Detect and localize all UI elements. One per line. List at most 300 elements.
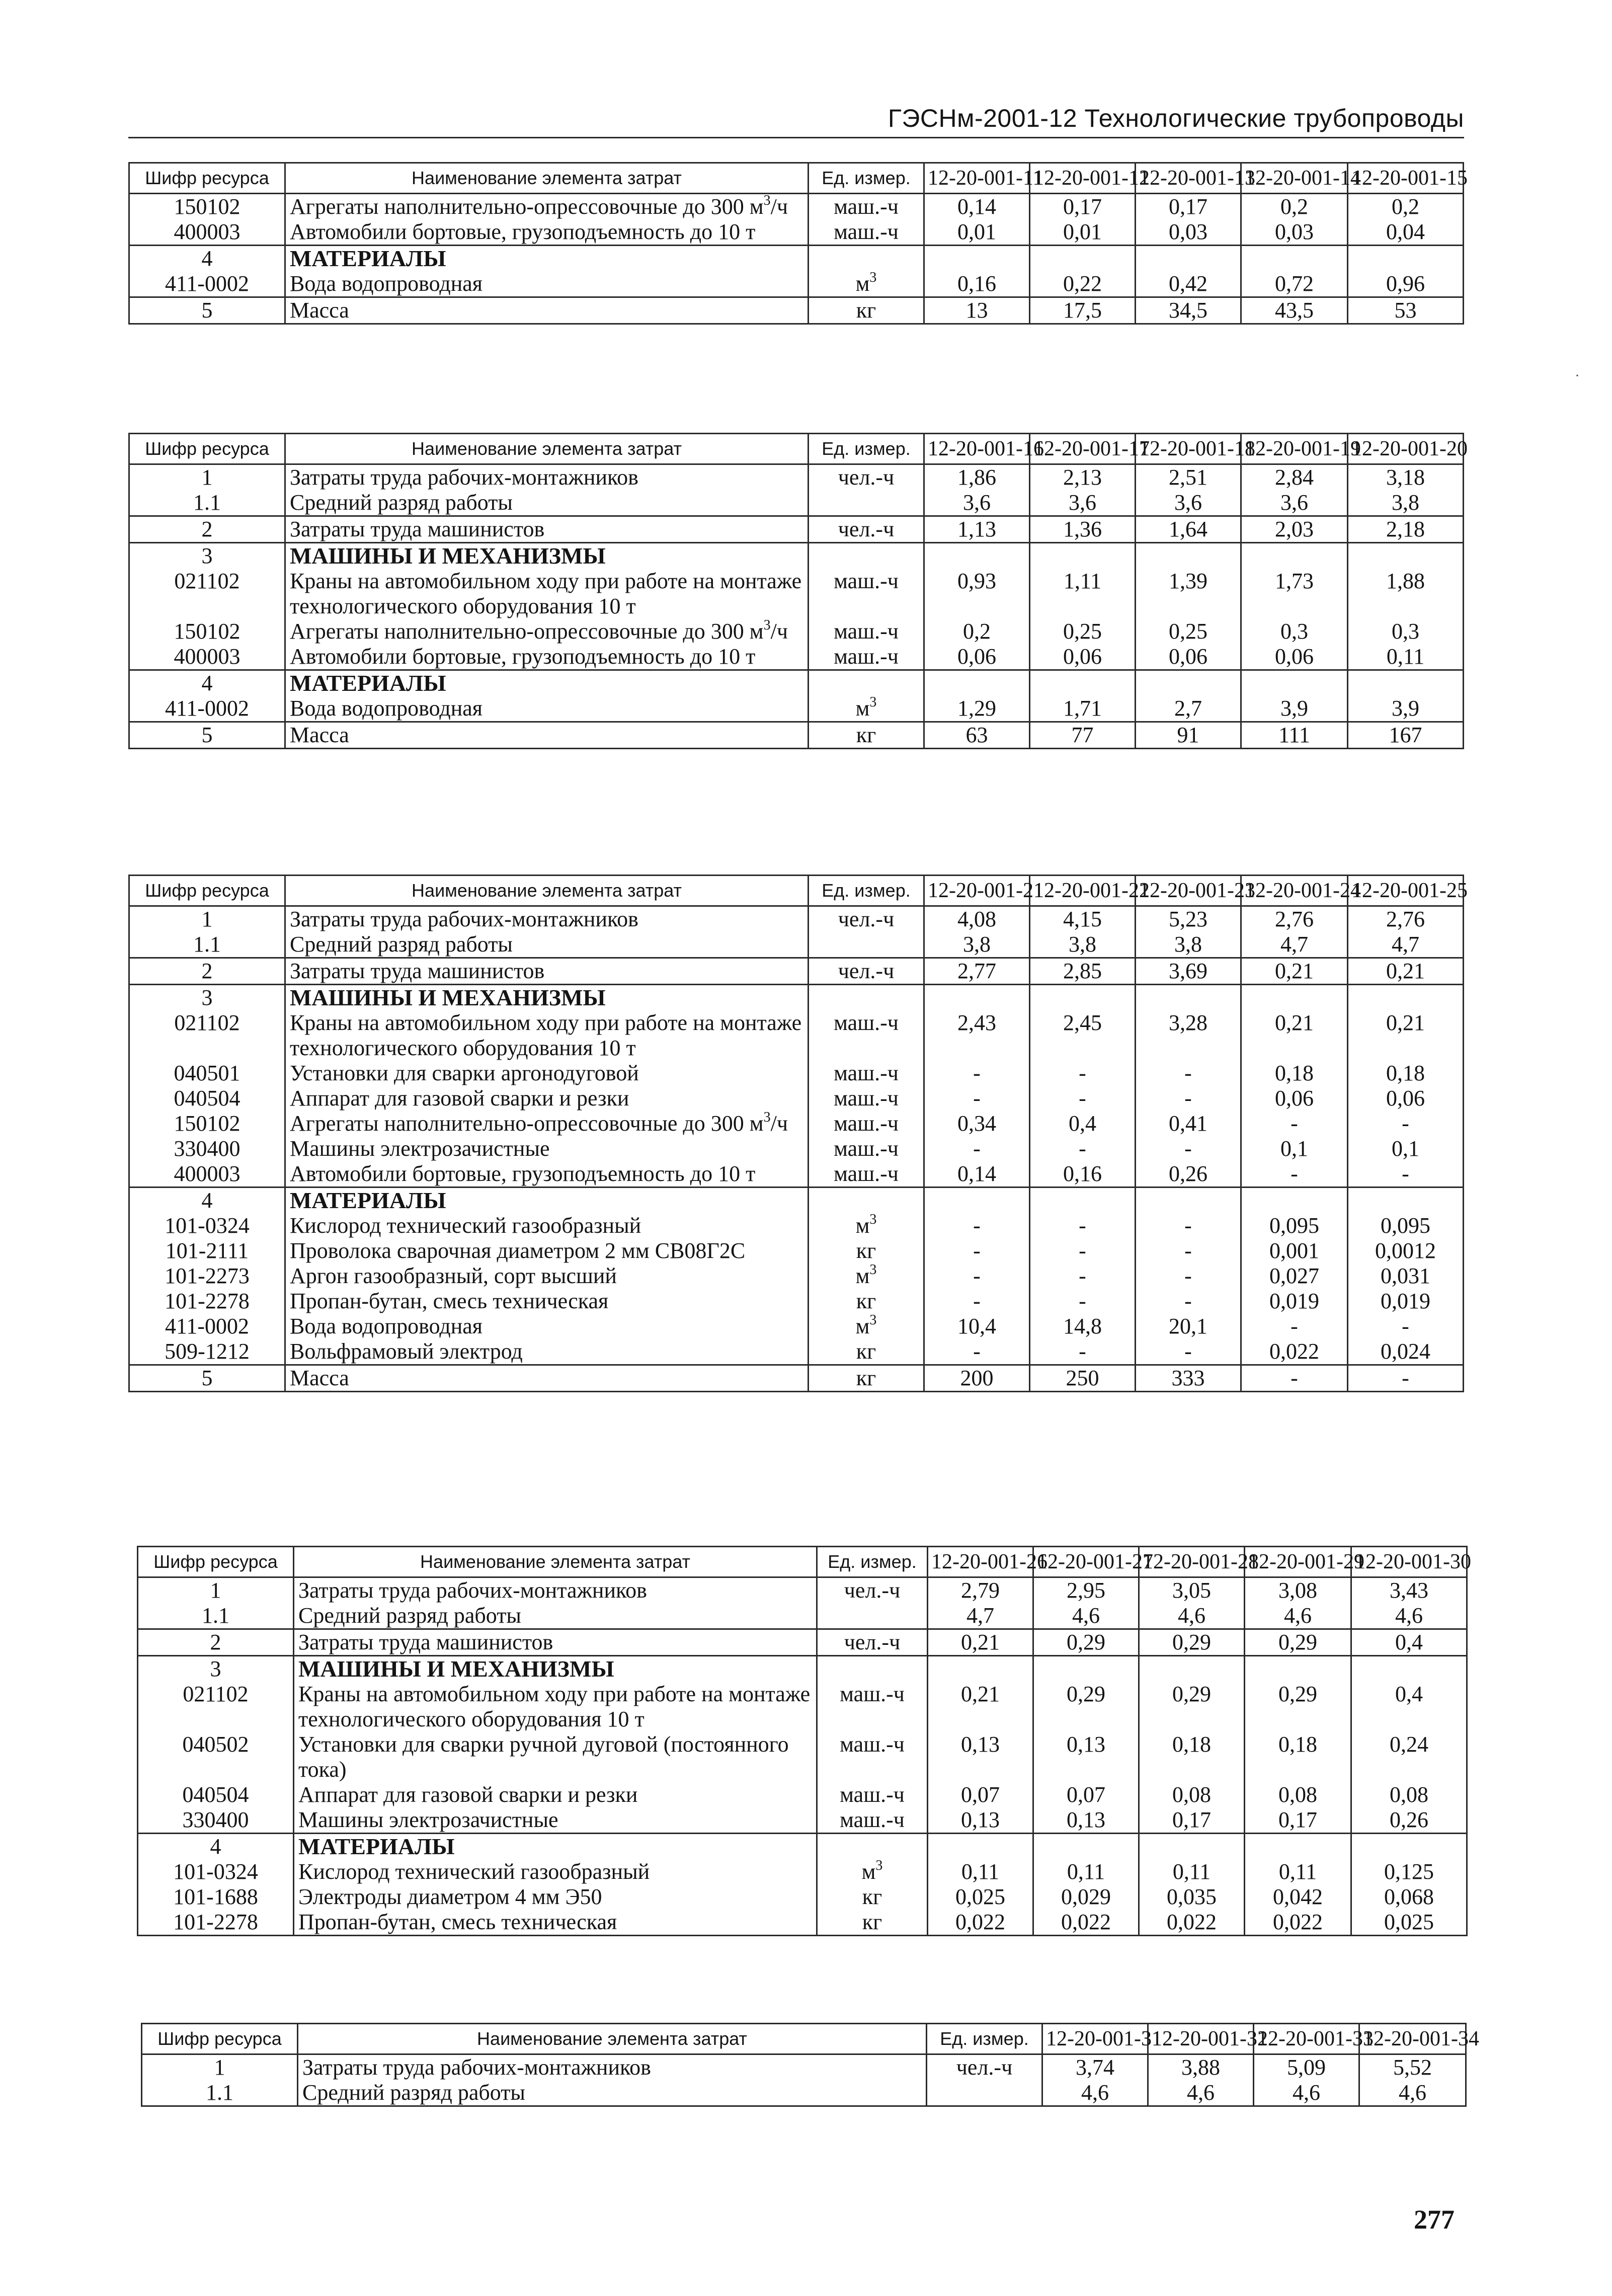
resource-name: Затраты труда рабочих-монтажников: [298, 2054, 927, 2081]
resource-value: 2,76: [1241, 906, 1348, 932]
resource-value: 4,7: [1241, 932, 1348, 958]
resource-name: Вода водопроводная: [285, 696, 809, 722]
resource-table: [141, 2023, 1479, 2107]
resource-value: 2,51: [1136, 464, 1241, 491]
resource-unit: кг: [809, 722, 924, 749]
resource-value: 3,74: [1042, 2054, 1148, 2081]
resource-value: 91: [1136, 722, 1241, 749]
section-row: [129, 246, 1464, 272]
resource-name: Установки для сварки аргонодуговой: [285, 1061, 809, 1086]
resource-value: 0,17: [1139, 1807, 1245, 1834]
resource-value: 3,8: [1136, 932, 1241, 958]
resource-value: -: [1136, 1263, 1241, 1289]
resource-value: -: [924, 1061, 1030, 1086]
resource-value: 0,4: [1351, 1682, 1467, 1732]
resource-value: 0,001: [1241, 1238, 1348, 1263]
resource-name: Аппарат для газовой сварки и резки: [285, 1086, 809, 1111]
resource-value: 1,73: [1241, 569, 1348, 619]
resource-unit: кг: [817, 1910, 928, 1936]
resource-unit: кг: [809, 297, 924, 324]
resource-code: 4: [129, 246, 285, 272]
resource-code: 150102: [129, 1111, 285, 1136]
resource-name: Средний разряд работы: [285, 932, 809, 958]
scan-mark: ·: [1575, 367, 1580, 384]
resource-value: -: [1348, 1314, 1464, 1339]
resource-unit: чел.-ч: [809, 906, 924, 932]
resource-name: Установки для сварки ручной дуговой (постоянного тока): [294, 1732, 817, 1782]
resource-name: Электроды диаметром 4 мм Э50: [294, 1884, 817, 1910]
resource-unit: маш.-ч: [809, 1136, 924, 1161]
resource-value: -: [924, 1289, 1030, 1314]
header-name: Наименование элемента затрат: [298, 2024, 927, 2054]
resource-unit: $м^3$: [817, 1859, 928, 1884]
header-name: Наименование элемента затрат: [285, 876, 809, 906]
header-row: [138, 1547, 1467, 1577]
resource-unit: [809, 246, 924, 272]
resource-unit: [817, 1603, 928, 1629]
resource-code: 400003: [129, 644, 285, 670]
table-row: [138, 1629, 1467, 1656]
table-row: [129, 1339, 1464, 1365]
resource-unit: чел.-ч: [817, 1577, 928, 1604]
header-unit: Ед. измер.: [809, 163, 924, 194]
resource-value: 0,26: [1136, 1161, 1241, 1187]
header-rate-code: 12-20-001-25: [1348, 876, 1464, 906]
resource-value: [1348, 670, 1464, 696]
resource-value: 0,3: [1348, 619, 1464, 644]
resource-name: Вода водопроводная: [285, 1314, 809, 1339]
resource-code: 400003: [129, 219, 285, 246]
resource-value: 5,23: [1136, 906, 1241, 932]
table-row: [138, 1682, 1467, 1732]
table-row: [129, 1238, 1464, 1263]
resource-unit: маш.-ч: [817, 1682, 928, 1732]
resource-value: 0,11: [1139, 1859, 1245, 1884]
resource-value: 0,14: [924, 1161, 1030, 1187]
resource-unit: маш.-ч: [809, 644, 924, 670]
resource-name: МАТЕРИАЛЫ: [285, 1187, 809, 1214]
resource-value: 0,08: [1139, 1782, 1245, 1807]
resource-name: Краны на автомобильном ходу при работе на монтаже технологического оборудования 10 т: [285, 569, 809, 619]
resource-value: 20,1: [1136, 1314, 1241, 1339]
header-row: [129, 876, 1464, 906]
resource-value: 0,029: [1033, 1884, 1139, 1910]
resource-code: 040504: [129, 1086, 285, 1111]
resource-value: 0,06: [1348, 1086, 1464, 1111]
resource-code: 5: [129, 722, 285, 749]
table-row: [129, 722, 1464, 749]
resource-name: Масса: [285, 297, 809, 324]
section-row: [129, 1187, 1464, 1214]
resource-code: 2: [129, 958, 285, 985]
header-code: Шифр ресурса: [129, 434, 285, 464]
resource-name: МАШИНЫ И МЕХАНИЗМЫ: [294, 1656, 817, 1682]
resource-unit: маш.-ч: [809, 1161, 924, 1187]
resource-value: 0,08: [1245, 1782, 1351, 1807]
resource-code: 5: [129, 1365, 285, 1392]
resource-name: МАШИНЫ И МЕХАНИЗМЫ: [285, 543, 809, 569]
resource-value: -: [1348, 1111, 1464, 1136]
resource-value: [1245, 1656, 1351, 1682]
header-rate-code: 12-20-001-16: [924, 434, 1030, 464]
resource-code: 101-2278: [138, 1910, 294, 1936]
resource-code: 4: [138, 1834, 294, 1860]
resource-value: [924, 985, 1030, 1011]
resource-code: 040504: [138, 1782, 294, 1807]
resource-value: [1033, 1834, 1139, 1860]
resource-code: 021102: [138, 1682, 294, 1732]
table-row: [138, 1807, 1467, 1834]
resource-value: 0,125: [1351, 1859, 1467, 1884]
resource-value: -: [924, 1263, 1030, 1289]
resource-value: [1030, 670, 1136, 696]
resource-name: Автомобили бортовые, грузоподъемность до 10 т: [285, 219, 809, 246]
resource-code: 101-1688: [138, 1884, 294, 1910]
resource-value: -: [1030, 1263, 1136, 1289]
resource-value: 3,43: [1351, 1577, 1467, 1604]
resource-value: -: [924, 1339, 1030, 1365]
resource-value: -: [1030, 1086, 1136, 1111]
resource-value: 77: [1030, 722, 1136, 749]
resource-value: 0,0012: [1348, 1238, 1464, 1263]
header-rate-code: 12-20-001-17: [1030, 434, 1136, 464]
resource-unit: маш.-ч: [817, 1807, 928, 1834]
resource-value: 0,022: [1033, 1910, 1139, 1936]
resource-value: 200: [924, 1365, 1030, 1392]
resource-value: -: [1030, 1289, 1136, 1314]
resource-name: Затраты труда машинистов: [285, 958, 809, 985]
resource-name: Затраты труда рабочих-монтажников: [294, 1577, 817, 1604]
resource-value: 250: [1030, 1365, 1136, 1392]
resource-value: 4,08: [924, 906, 1030, 932]
resource-value: 0,08: [1351, 1782, 1467, 1807]
resource-unit: кг: [817, 1884, 928, 1910]
table-row: [129, 1086, 1464, 1111]
resource-value: [1139, 1656, 1245, 1682]
resource-value: 0,29: [1033, 1629, 1139, 1656]
resource-value: 4,6: [1351, 1603, 1467, 1629]
resource-value: 3,8: [1030, 932, 1136, 958]
resource-value: 3,08: [1245, 1577, 1351, 1604]
header-name: Наименование элемента затрат: [285, 163, 809, 194]
resource-name: Машины электрозачистные: [294, 1807, 817, 1834]
header-rate-code: 12-20-001-22: [1030, 876, 1136, 906]
resource-value: 4,7: [928, 1603, 1033, 1629]
resource-name: Масса: [285, 722, 809, 749]
table-row: [129, 644, 1464, 670]
table-row: [129, 1263, 1464, 1289]
header-rate-code: 12-20-001-23: [1136, 876, 1241, 906]
resource-value: 2,03: [1241, 516, 1348, 543]
resource-value: 3,6: [1030, 490, 1136, 516]
resource-value: [1351, 1834, 1467, 1860]
resource-unit: маш.-ч: [809, 1086, 924, 1111]
resource-value: [1241, 246, 1348, 272]
table-row: [129, 958, 1464, 985]
resource-value: 0,07: [928, 1782, 1033, 1807]
resource-value: 2,85: [1030, 958, 1136, 985]
header-rate-code: 12-20-001-30: [1351, 1547, 1467, 1577]
resource-code: 330400: [138, 1807, 294, 1834]
resource-value: -: [1136, 1339, 1241, 1365]
resource-value: [1348, 1187, 1464, 1214]
resource-value: [1136, 670, 1241, 696]
resource-name: Проволока сварочная диаметром 2 мм СВ08Г2С: [285, 1238, 809, 1263]
resource-value: 0,022: [1139, 1910, 1245, 1936]
table-row: [138, 1910, 1467, 1936]
resource-unit: чел.-ч: [927, 2054, 1042, 2081]
resource-value: [1033, 1656, 1139, 1682]
resource-value: [1030, 985, 1136, 1011]
resource-unit: [817, 1834, 928, 1860]
resource-name: Вольфрамовый электрод: [285, 1339, 809, 1365]
resource-value: [1030, 246, 1136, 272]
resource-value: -: [924, 1086, 1030, 1111]
resource-value: 1,71: [1030, 696, 1136, 722]
table-row: [129, 1314, 1464, 1339]
resource-value: 0,4: [1030, 1111, 1136, 1136]
resource-value: -: [1136, 1136, 1241, 1161]
resource-value: 2,43: [924, 1010, 1030, 1061]
resource-value: 53: [1348, 297, 1464, 324]
table-row: [138, 1859, 1467, 1884]
table-row: [129, 297, 1464, 324]
resource-value: -: [1241, 1365, 1348, 1392]
resource-value: 4,6: [1254, 2080, 1359, 2106]
resource-name: Кислород технический газообразный: [294, 1859, 817, 1884]
resource-value: 0,25: [1136, 619, 1241, 644]
resource-value: 0,11: [1245, 1859, 1351, 1884]
resource-code: 1: [138, 1577, 294, 1604]
resource-value: 3,28: [1136, 1010, 1241, 1061]
resource-value: 0,07: [1033, 1782, 1139, 1807]
table-row: [129, 194, 1464, 220]
resource-unit: [809, 985, 924, 1011]
resource-code: 4: [129, 1187, 285, 1214]
resource-value: 0,035: [1139, 1884, 1245, 1910]
resource-value: 0,4: [1351, 1629, 1467, 1656]
resource-value: 0,06: [1241, 644, 1348, 670]
section-row: [129, 670, 1464, 696]
resource-value: 0,17: [1245, 1807, 1351, 1834]
resource-name: МАТЕРИАЛЫ: [285, 670, 809, 696]
resource-value: 0,03: [1241, 219, 1348, 246]
resource-value: [1136, 1187, 1241, 1214]
resource-value: 13: [924, 297, 1030, 324]
resource-value: 0,11: [1033, 1859, 1139, 1884]
resource-value: 0,18: [1139, 1732, 1245, 1782]
resource-code: 1: [142, 2054, 298, 2081]
resource-value: -: [1241, 1314, 1348, 1339]
resource-value: 3,88: [1148, 2054, 1254, 2081]
resource-value: 3,6: [1241, 490, 1348, 516]
table-row: [129, 1061, 1464, 1086]
resource-code: 4: [129, 670, 285, 696]
resource-value: 0,13: [928, 1732, 1033, 1782]
header-name: Наименование элемента затрат: [294, 1547, 817, 1577]
resource-value: -: [1136, 1086, 1241, 1111]
resource-value: 0,34: [924, 1111, 1030, 1136]
resource-value: 0,042: [1245, 1884, 1351, 1910]
resource-name: Средний разряд работы: [294, 1603, 817, 1629]
resource-value: 0,29: [1033, 1682, 1139, 1732]
page-header: [128, 101, 1464, 138]
table-row: [129, 490, 1464, 516]
resource-name: Агрегаты наполнительно-опрессовочные до 300 $м^3/ч$: [285, 194, 809, 220]
resource-name: Агрегаты наполнительно-опрессовочные до 300 $м^3/ч$: [285, 1111, 809, 1136]
resource-unit: маш.-ч: [809, 1111, 924, 1136]
resource-value: 0,18: [1241, 1061, 1348, 1086]
resource-value: 167: [1348, 722, 1464, 749]
resource-value: 0,29: [1139, 1682, 1245, 1732]
header-rate-code: 12-20-001-26: [928, 1547, 1033, 1577]
resource-value: 0,21: [1348, 958, 1464, 985]
resource-code: 509-1212: [129, 1339, 285, 1365]
resource-name: Затраты труда машинистов: [294, 1629, 817, 1656]
resource-value: 0,13: [1033, 1732, 1139, 1782]
resource-table: [128, 433, 1468, 749]
resource-value: 0,095: [1348, 1213, 1464, 1238]
table-row: [129, 619, 1464, 644]
resource-value: 10,4: [924, 1314, 1030, 1339]
resource-value: 0,21: [1241, 1010, 1348, 1061]
resource-value: -: [1030, 1213, 1136, 1238]
resource-name: Краны на автомобильном ходу при работе на монтаже технологического оборудования 10 т: [285, 1010, 809, 1061]
header-rate-code: 12-20-001-13: [1136, 163, 1241, 194]
resource-value: [1136, 246, 1241, 272]
resource-unit: $м^3$: [809, 1263, 924, 1289]
resource-value: 0,13: [928, 1807, 1033, 1834]
resource-value: 0,18: [1245, 1732, 1351, 1782]
resource-code: 3: [129, 543, 285, 569]
resource-name: Краны на автомобильном ходу при работе на монтаже технологического оборудования 10 т: [294, 1682, 817, 1732]
resource-value: 0,21: [1241, 958, 1348, 985]
resource-value: 0,25: [1030, 619, 1136, 644]
table-row: [129, 219, 1464, 246]
resource-code: 1.1: [138, 1603, 294, 1629]
resource-unit: маш.-ч: [809, 1010, 924, 1061]
resource-value: 0,022: [1241, 1339, 1348, 1365]
resource-unit: маш.-ч: [809, 569, 924, 619]
resource-value: 1,86: [924, 464, 1030, 491]
resource-value: 0,24: [1351, 1732, 1467, 1782]
resource-code: 150102: [129, 194, 285, 220]
resource-value: 2,7: [1136, 696, 1241, 722]
resource-name: Средний разряд работы: [298, 2080, 927, 2106]
resource-value: 333: [1136, 1365, 1241, 1392]
resource-value: 3,9: [1241, 696, 1348, 722]
resource-value: [1136, 543, 1241, 569]
resource-value: 1,64: [1136, 516, 1241, 543]
resource-name: Аппарат для газовой сварки и резки: [294, 1782, 817, 1807]
resource-value: [1030, 1187, 1136, 1214]
header-code: Шифр ресурса: [129, 163, 285, 194]
resource-value: 0,022: [1245, 1910, 1351, 1936]
resource-value: 0,04: [1348, 219, 1464, 246]
resource-value: 111: [1241, 722, 1348, 749]
resource-value: 0,2: [1348, 194, 1464, 220]
resource-unit: маш.-ч: [817, 1732, 928, 1782]
resource-unit: [809, 932, 924, 958]
resource-unit: [809, 670, 924, 696]
resource-value: 0,29: [1245, 1629, 1351, 1656]
resource-unit: [927, 2080, 1042, 2106]
resource-value: 4,6: [1033, 1603, 1139, 1629]
resource-unit: $м^3$: [809, 1213, 924, 1238]
resource-unit: [809, 490, 924, 516]
resource-table: [137, 1546, 1471, 1936]
resource-name: Агрегаты наполнительно-опрессовочные до 300 $м^3/ч$: [285, 619, 809, 644]
resource-value: -: [1136, 1061, 1241, 1086]
resource-value: 0,11: [928, 1859, 1033, 1884]
table-row: [142, 2054, 1466, 2081]
resource-value: [1348, 246, 1464, 272]
resource-value: 1,29: [924, 696, 1030, 722]
resource-code: 1.1: [129, 490, 285, 516]
header-unit: Ед. измер.: [817, 1547, 928, 1577]
table-row: [129, 1136, 1464, 1161]
resource-code: 1: [129, 906, 285, 932]
resource-value: 43,5: [1241, 297, 1348, 324]
resource-name: Автомобили бортовые, грузоподъемность до 10 т: [285, 644, 809, 670]
resource-code: 040501: [129, 1061, 285, 1086]
resource-value: -: [1136, 1289, 1241, 1314]
resource-code: 411-0002: [129, 696, 285, 722]
resource-value: [1245, 1834, 1351, 1860]
resource-value: [1348, 985, 1464, 1011]
resource-unit: маш.-ч: [809, 219, 924, 246]
resource-value: 3,6: [924, 490, 1030, 516]
header-rate-code: 12-20-001-11: [924, 163, 1030, 194]
resource-value: 0,21: [928, 1682, 1033, 1732]
table-row: [138, 1782, 1467, 1807]
header-code: Шифр ресурса: [138, 1547, 294, 1577]
resource-code: 021102: [129, 1010, 285, 1061]
table-row: [129, 1213, 1464, 1238]
page-number: 277: [1414, 2204, 1455, 2235]
resource-code: 1.1: [142, 2080, 298, 2106]
resource-value: -: [1348, 1365, 1464, 1392]
header-name: Наименование элемента затрат: [285, 434, 809, 464]
resource-unit: [809, 543, 924, 569]
resource-value: -: [1241, 1111, 1348, 1136]
header-code: Шифр ресурса: [142, 2024, 298, 2054]
resource-value: 1,88: [1348, 569, 1464, 619]
table-row: [129, 516, 1464, 543]
resource-value: 2,45: [1030, 1010, 1136, 1061]
resource-value: [924, 1187, 1030, 1214]
table-row: [138, 1603, 1467, 1629]
resource-value: 4,6: [1359, 2080, 1466, 2106]
resource-value: [1351, 1656, 1467, 1682]
resource-value: 2,95: [1033, 1577, 1139, 1604]
resource-value: 1,13: [924, 516, 1030, 543]
resource-value: 0,13: [1033, 1807, 1139, 1834]
resource-unit: чел.-ч: [809, 516, 924, 543]
resource-table: [128, 875, 1468, 1392]
resource-value: 0,06: [1241, 1086, 1348, 1111]
resource-code: 411-0002: [129, 1314, 285, 1339]
resource-unit: кг: [809, 1238, 924, 1263]
resource-value: 5,09: [1254, 2054, 1359, 2081]
resource-value: 0,1: [1348, 1136, 1464, 1161]
resource-value: 0,11: [1348, 644, 1464, 670]
resource-value: 4,6: [1148, 2080, 1254, 2106]
resource-code: 5: [129, 297, 285, 324]
table-row: [142, 2080, 1466, 2106]
resource-value: 4,15: [1030, 906, 1136, 932]
resource-code: 2: [138, 1629, 294, 1656]
